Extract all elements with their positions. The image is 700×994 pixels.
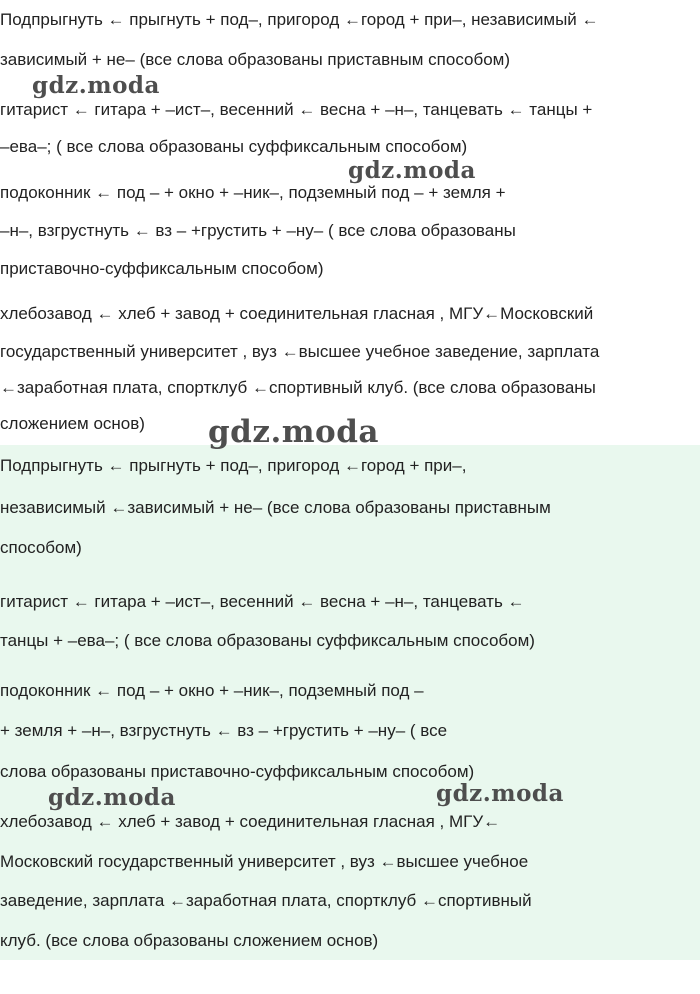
text-line: хлебозавод ← хлеб + завод + соединительная гласная , МГУ← xyxy=(0,812,501,831)
text-line: гитарист ← гитара + –ист–, весенний ← весна + –н–, танцевать ← xyxy=(0,592,525,611)
watermark: gdz.moda xyxy=(436,780,564,807)
text-line: Московский государственный университет , вуз ←высшее учебное xyxy=(0,852,529,871)
text-line: клуб. (все слова образованы сложением основ) xyxy=(0,931,379,950)
watermark: gdz.moda xyxy=(48,784,176,811)
text-line: Подпрыгнуть ← прыгнуть + под–, пригород ←город + при–, независимый ← xyxy=(0,10,599,29)
text-line: –ева–; ( все слова образованы суффиксальным способом) xyxy=(0,137,468,156)
text-line: заведение, зарплата ←заработная плата, спортклуб ←спортивный xyxy=(0,891,532,910)
text-line: государственный университет , вуз ←высшее учебное заведение, зарплата xyxy=(0,342,600,361)
watermark: gdz.moda xyxy=(32,72,160,99)
text-line: слова образованы приставочно-суффиксальным способом) xyxy=(0,762,475,781)
text-line: способом) xyxy=(0,538,82,557)
text-line: ←заработная плата, спортклуб ←спортивный клуб. (все слова образованы xyxy=(0,378,596,397)
text-line: сложением основ) xyxy=(0,414,145,433)
text-line: подоконник ← под – + окно + –ник–, подземный под – xyxy=(0,681,424,700)
watermark: gdz.moda xyxy=(208,414,379,450)
text-line: независимый ←зависимый + не– (все слова образованы приставным xyxy=(0,498,551,517)
text-line: Подпрыгнуть ← прыгнуть + под–, пригород ←город + при–, xyxy=(0,456,467,475)
text-line: приставочно-суффиксальным способом) xyxy=(0,259,324,278)
text-line: хлебозавод ← хлеб + завод + соединительная гласная , МГУ←Московский xyxy=(0,304,594,323)
text-line: танцы + –ева–; ( все слова образованы суффиксальным способом) xyxy=(0,631,535,650)
text-line: подоконник ← под – + окно + –ник–, подземный под – + земля + xyxy=(0,183,506,202)
text-line: гитарист ← гитара + –ист–, весенний ← весна + –н–, танцевать ← танцы + xyxy=(0,100,593,119)
text-line: зависимый + не– (все слова образованы приставным способом) xyxy=(0,50,511,69)
text-line: –н–, взгрустнуть ← вз – +грустить + –ну– ( все слова образованы xyxy=(0,221,516,240)
watermark: gdz.moda xyxy=(348,157,476,184)
text-line: + земля + –н–, взгрустнуть ← вз – +грустить + –ну– ( все xyxy=(0,721,448,740)
